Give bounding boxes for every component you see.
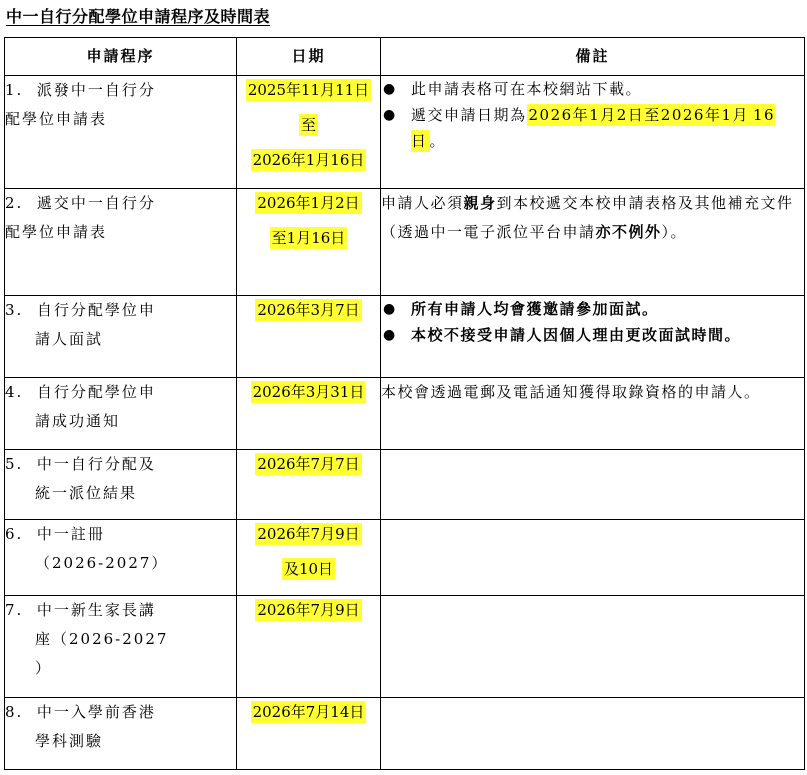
bullet-icon: ● bbox=[383, 81, 397, 97]
date-cell bbox=[237, 596, 381, 698]
row-number: 7. bbox=[5, 601, 24, 619]
page-title: 中一自行分配學位申請程序及時間表 bbox=[6, 7, 271, 26]
remarks-list bbox=[381, 76, 804, 154]
date-highlight: 16日 bbox=[411, 106, 776, 150]
table-row bbox=[5, 378, 805, 450]
date-highlight: 2026年1月2日至2026年1月 bbox=[528, 106, 749, 124]
date-cell bbox=[237, 296, 381, 378]
procedure-text: 配學位申請表 bbox=[5, 110, 108, 128]
procedure-text: 請人面試 bbox=[35, 330, 104, 348]
date-highlight: 2026年3月31日 bbox=[252, 383, 365, 401]
procedure-text: （2026-2027） bbox=[35, 554, 169, 572]
date-highlight: 2026年7月9日 bbox=[257, 601, 360, 619]
procedure-text: 自行分配學位申 bbox=[36, 383, 156, 401]
procedure-cell bbox=[5, 698, 237, 770]
header-procedure: 申請程序 bbox=[5, 38, 237, 76]
remarks-cell bbox=[381, 296, 805, 378]
row-number: 5. bbox=[5, 455, 24, 473]
bold-text: 親身 bbox=[463, 194, 497, 212]
procedure-text: 自行分配學位申 bbox=[36, 301, 156, 319]
remark-item: ● 此申請表格可在本校網站下載。 bbox=[381, 76, 804, 102]
date-cell bbox=[237, 76, 381, 189]
remarks-cell bbox=[381, 596, 805, 698]
procedure-text: 配學位申請表 bbox=[5, 223, 108, 241]
procedure-text: 派發中一自行分 bbox=[36, 81, 156, 99]
remark-item: ● 本校不接受申請人因個人理由更改面試時間。 bbox=[381, 322, 804, 348]
procedure-text: 學科測驗 bbox=[35, 732, 104, 750]
header-remarks: 備註 bbox=[381, 38, 805, 76]
bullet-icon: ● bbox=[383, 327, 397, 343]
procedure-cell bbox=[5, 520, 237, 596]
date-highlight: 至1月16日 bbox=[271, 229, 346, 247]
date-cell bbox=[237, 520, 381, 596]
bold-text: 亦不例外 bbox=[595, 223, 662, 241]
schedule-table bbox=[4, 37, 805, 770]
date-cell bbox=[237, 189, 381, 296]
procedure-text: 中一註冊 bbox=[36, 525, 105, 543]
procedure-cell bbox=[5, 76, 237, 189]
date-cell bbox=[237, 698, 381, 770]
date-highlight: 2026年3月7日 bbox=[257, 301, 360, 319]
date-cell bbox=[237, 378, 381, 450]
table-row bbox=[5, 296, 805, 378]
procedure-text: 座（2026-2027 bbox=[35, 630, 169, 648]
table-row bbox=[5, 520, 805, 596]
row-number: 2. bbox=[5, 194, 24, 212]
date-highlight: 及10日 bbox=[283, 560, 334, 578]
procedure-text: 請成功通知 bbox=[35, 412, 121, 430]
remark-item: ● 遞交申請日期為 2026年1月2日至2026年1月 16日 。 bbox=[381, 102, 804, 154]
table-header-row bbox=[5, 38, 805, 76]
row-number: 8. bbox=[5, 703, 24, 721]
date-highlight: 2026年1月2日 bbox=[257, 194, 360, 212]
procedure-cell bbox=[5, 189, 237, 296]
table-row bbox=[5, 76, 805, 189]
procedure-text: 遞交中一自行分 bbox=[36, 194, 156, 212]
date-cell bbox=[237, 450, 381, 520]
procedure-cell bbox=[5, 296, 237, 378]
table-row bbox=[5, 698, 805, 770]
date-highlight: 2025年11月11日 bbox=[247, 81, 370, 99]
procedure-text: 中一入學前香港 bbox=[36, 703, 156, 721]
row-number: 6. bbox=[5, 525, 24, 543]
procedure-text: 中一自行分配及 bbox=[36, 455, 156, 473]
row-number: 3. bbox=[5, 301, 24, 319]
remark-item: ● 所有申請人均會獲邀請參加面試。 bbox=[381, 296, 804, 322]
date-highlight: 2026年1月16日 bbox=[252, 151, 365, 169]
table-row bbox=[5, 189, 805, 296]
table-row bbox=[5, 450, 805, 520]
date-highlight: 至 bbox=[300, 116, 316, 134]
table-row bbox=[5, 596, 805, 698]
procedure-text: 中一新生家長講 bbox=[36, 601, 156, 619]
remarks-cell bbox=[381, 520, 805, 596]
row-number: 4. bbox=[5, 383, 24, 401]
date-highlight: 2026年7月14日 bbox=[252, 703, 365, 721]
remarks-list bbox=[381, 296, 804, 348]
remarks-cell bbox=[381, 698, 805, 770]
bullet-icon: ● bbox=[383, 301, 397, 317]
remarks-cell: 申請人必須親身到本校遞交本校申請表格及其他補充文件（透過中一電子派位平台申請亦不例外）。 bbox=[381, 189, 805, 296]
remarks-cell: 本校會透過電郵及電話通知獲得取錄資格的申請人。 bbox=[381, 378, 805, 450]
date-highlight: 2026年7月7日 bbox=[257, 455, 360, 473]
header-date: 日期 bbox=[237, 38, 381, 76]
remarks-cell bbox=[381, 76, 805, 189]
procedure-text: ） bbox=[35, 659, 53, 677]
procedure-text: 統一派位結果 bbox=[35, 484, 138, 502]
procedure-cell bbox=[5, 596, 237, 698]
procedure-cell bbox=[5, 378, 237, 450]
procedure-cell bbox=[5, 450, 237, 520]
bullet-icon: ● bbox=[383, 107, 397, 123]
date-highlight: 2026年7月9日 bbox=[257, 525, 360, 543]
row-number: 1. bbox=[5, 81, 24, 99]
remarks-cell bbox=[381, 450, 805, 520]
